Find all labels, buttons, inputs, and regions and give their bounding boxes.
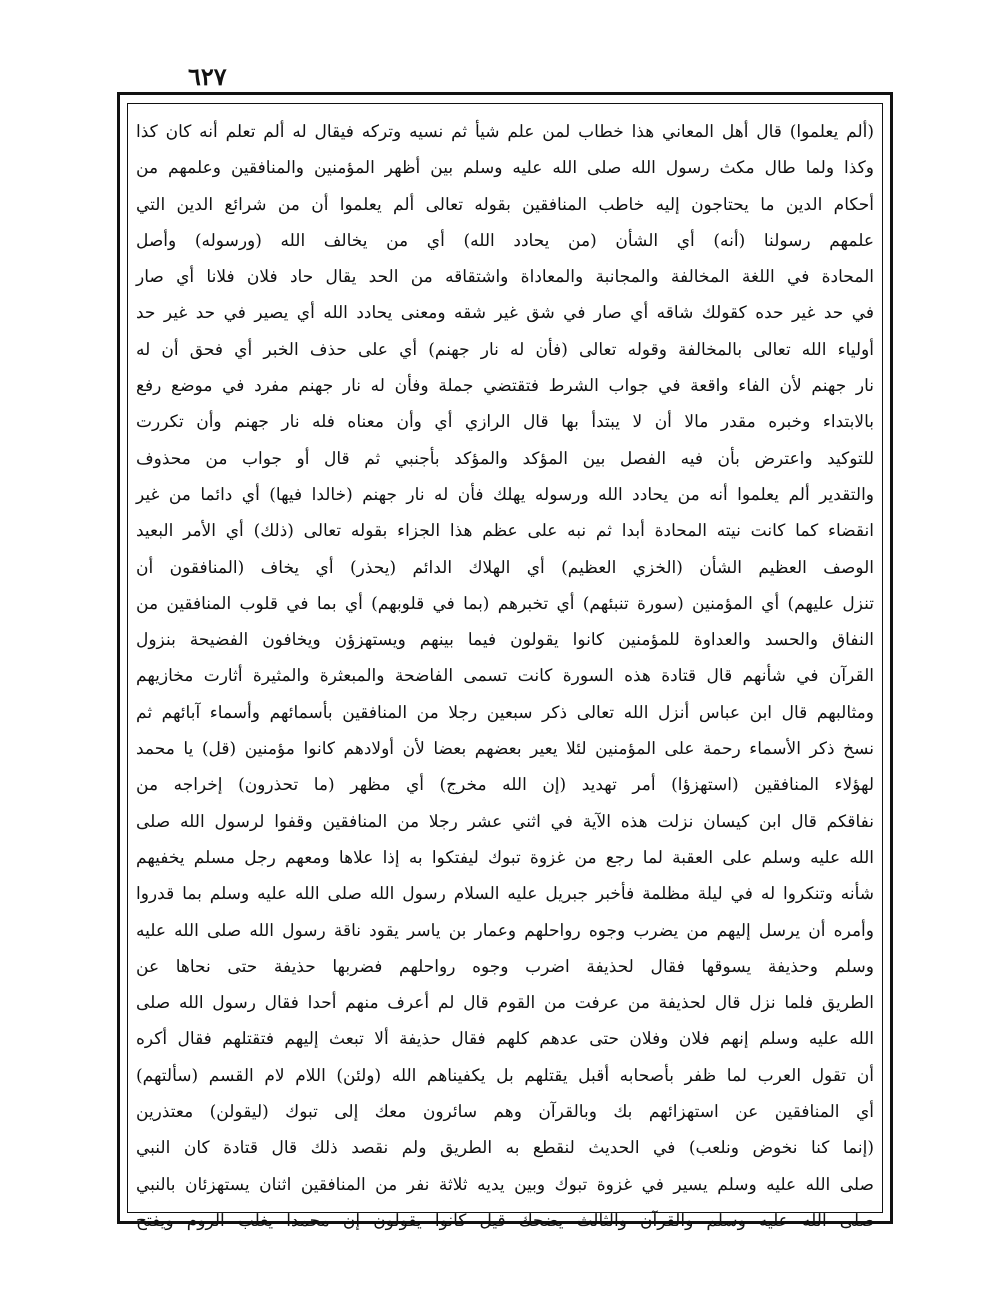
main-text-block <box>136 114 874 1231</box>
text-line: للتوكيد واعترض بأن فيه الفصل بين المؤكد والمؤكد بأجنبي ثم قال أو جواب من محذوف <box>136 448 874 469</box>
text-line: لهؤلاء المنافقين (استهزؤا) أمر تهديد (إن الله مخرج) أي مظهر (ما تحذرون) إخراجه من <box>136 775 874 796</box>
text-line: بالابتداء وخبره مقدر مالا أن لا يبتدأ بها قال الرازي أي وأن معناه فله نار جهنم وأن تكررت <box>136 412 874 433</box>
text-line: النفاق والحسد والعداوة للمؤمنين كانوا يقولون فيما بينهم ويستهزؤن ويخافون الفضيحة بنزول <box>136 630 874 651</box>
text-line: وسلم وحذيفة يسوقها فقال لحذيفة اضرب وجوه رواحلهم فضربها حذيفة حتى نحاها عن <box>136 956 874 977</box>
text-line: صلى الله عليه وسلم يسير في غزوة تبوك وبين يديه ثلاثة نفر من المنافقين اثنان يستهزئان بالنبي <box>136 1174 874 1195</box>
text-line: أن تقول العرب لما ظفر بأصحابه أقبل يقتلهم بل يكفيناهم الله (ولئن) اللام لام القسم (سألتهم) <box>136 1065 874 1086</box>
text-line: نار جهنم لأن الفاء واقعة في جواب الشرط فتقتضي جملة وفأن له نار جهنم مفرد في موضع رفع <box>136 376 874 397</box>
text-line: والتقدير ألم يعلموا أنه من يحادد الله ورسوله يهلك فأن له نار جهنم (خالدا فيها) أي دائما من غير <box>136 484 874 505</box>
text-line: الوصف العظيم الشأن (الخزي العظيم) أي الهلاك الدائم (يحذر) أي يخاف (المنافقون أن <box>136 557 874 578</box>
text-line: أولياء الله تعالى بالمخالفة وقوله تعالى (فأن له نار جهنم) أي على حذف الخبر أي فحق أن له <box>136 339 874 360</box>
text-line: علمهم رسولنا (أنه) أي الشأن (من يحادد الله) أي من يخالف الله (ورسوله) وأصل <box>136 230 874 251</box>
text-line: وأمره أن يرسل إليهم من يضرب وجوه رواحلهم وعمار بن ياسر يقود ناقة رسول الله صلى الله عليه <box>136 920 874 941</box>
text-line: نسخ ذكر الأسماء رحمة على المؤمنين لئلا يعير بعضهم بعضا لأن أولادهم كانوا مؤمنين (قل) يا محمد <box>136 739 874 760</box>
text-line: أي المنافقين عن استهزائهم بك وبالقرآن وهم سائرون معك إلى تبوك (ليقولن) معتذرين <box>136 1102 874 1123</box>
text-line: في حد غير حده كقولك شاقه أي صار في شق غير شقه ومعنى يحادد الله أي يصير في حد غير حد <box>136 303 874 324</box>
text-line: أحكام الدين ما يحتاجون إليه خاطب المنافقين بقوله تعالى ألم يعلموا أن من شرائع الدين التي <box>136 194 874 215</box>
text-line: وكذا ولما طال مكث رسول الله صلى الله عليه وسلم بين أظهر المؤمنين والمنافقين وعلمهم من <box>136 158 874 179</box>
text-line: صلى الله عليه وسلم والقرآن والثالث يضحك قيل كانوا يقولون إن محمدا يغلب الروم ويفتح <box>136 1210 874 1231</box>
text-line: نفاقكم قال ابن كيسان نزلت هذه الآية في اثني عشر رجلا من المنافقين وقفوا لرسول الله صلى <box>136 811 874 832</box>
page-number: ٦٢٧ <box>188 62 227 91</box>
text-line: (إنما كنا نخوض ونلعب) في الحديث لنقطع به الطريق ولم نقصد ذلك قال قتادة كان النبي <box>136 1138 874 1159</box>
text-line: انقضاء كما كانت نيته المحادة أبدا ثم نبه على عظم هذا الجزاء بقوله تعالى (ذلك) أي الأمر البعيد <box>136 521 874 542</box>
text-line: الله عليه وسلم على العقبة لما رجع من غزوة تبوك ليفتكوا به إذا علاها ومعهم رجل مسلم يخفيهم <box>136 847 874 868</box>
text-line: المحادة في اللغة المخالفة والمجانبة والمعاداة واشتقاقه من الحد يقال حاد فلان فلانا أي صار <box>136 267 874 288</box>
text-line: الطريق فلما نزل قال لحذيفة من عرفت من القوم قال لم أعرف منهم أحدا فقال رسول الله صلى <box>136 993 874 1014</box>
text-line: ومثالبهم قال ابن عباس أنزل الله تعالى ذكر سبعين رجلا من المنافقين بأسمائهم وأسماء آبائهم ثم <box>136 702 874 723</box>
text-line: (ألم يعلموا) قال أهل المعاني هذا خطاب لمن علم شيأ ثم نسيه وتركه فيقال له ألم تعلم أنه كان كذا <box>136 122 874 142</box>
text-line: الله عليه وسلم إنهم فلان وفلان حتى عدهم كلهم فقال حذيفة ألا تبعث إليهم فتقتلهم فقال أكره <box>136 1029 874 1050</box>
text-line: شأنه وتنكروا له في ليلة مظلمة فأخبر جبريل عليه السلام رسول الله صلى الله عليه وسلم بما قدروا <box>136 884 874 905</box>
text-line: القرآن في شأنهم قال قتادة هذه السورة كانت تسمى الفاضحة والمبعثرة والمثيرة أثارت مخازيهم <box>136 666 874 687</box>
text-line: تنزل عليهم) أي المؤمنين (سورة تنبئهم) أي تخبرهم (بما في قلوبهم) أي بما في قلوب المنافقين من <box>136 593 874 614</box>
